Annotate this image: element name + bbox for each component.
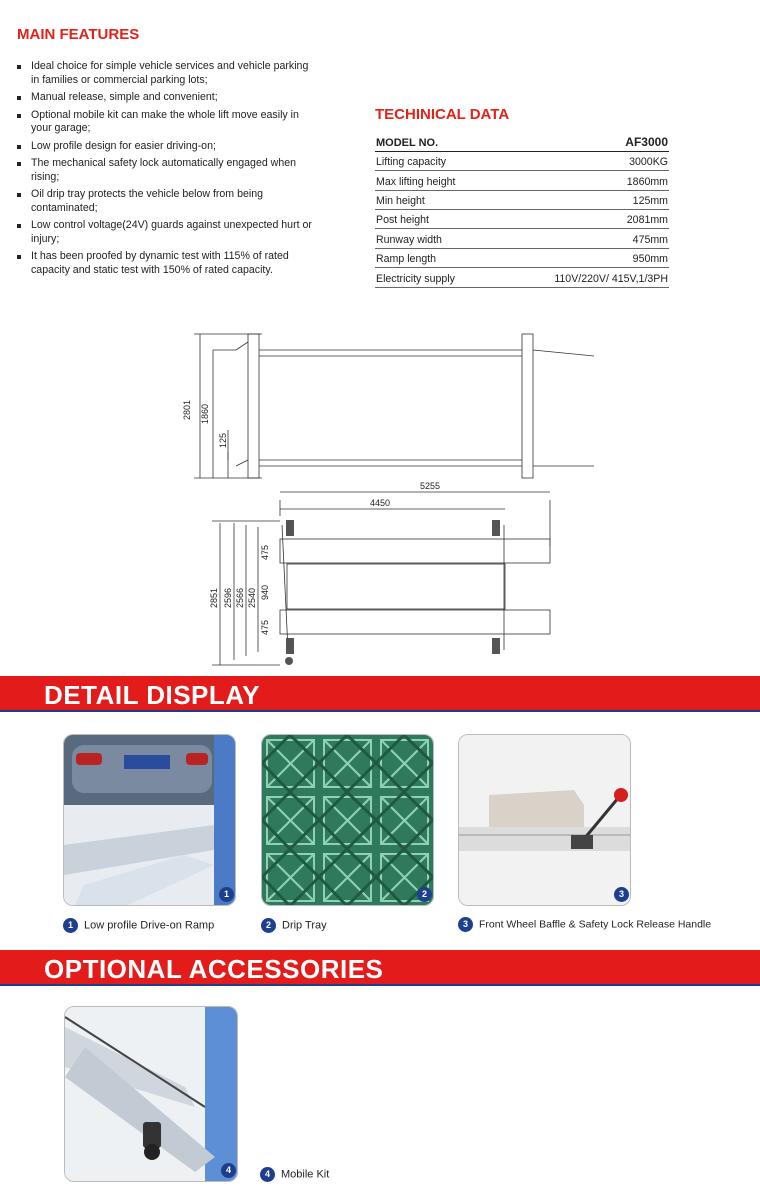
spec-value: 110V/220V/ 415V,1/3PH xyxy=(497,268,670,287)
spec-label: Min height xyxy=(375,190,497,209)
spec-value: 125mm xyxy=(497,190,670,209)
photo-wheel-baffle-handle xyxy=(458,734,631,906)
spec-label: Lifting capacity xyxy=(375,151,497,170)
feature-item: It has been proofed by dynamic test with 115% of rated capacity and static test with 150% of rated capacity. xyxy=(17,250,317,277)
model-value: AF3000 xyxy=(497,132,670,151)
dimension-label: 475 xyxy=(260,544,270,560)
feature-item: Oil drip tray protects the vehicle below from being contaminated; xyxy=(17,188,317,215)
spec-value: 1860mm xyxy=(497,171,670,190)
number-badge: 1 xyxy=(219,887,234,902)
number-badge: 2 xyxy=(261,918,276,933)
spec-label: Runway width xyxy=(375,229,497,248)
spec-label: Electricity supply xyxy=(375,268,497,287)
spec-value: 3000KG xyxy=(497,151,670,170)
side-view-dimensions xyxy=(182,400,228,448)
photo-drip-tray xyxy=(261,734,434,906)
dimension-label: 2801 xyxy=(182,399,192,420)
spec-value: 475mm xyxy=(497,229,670,248)
spec-label: Max lifting height xyxy=(375,171,497,190)
caption-mobile-kit xyxy=(260,1167,329,1182)
table-header-row xyxy=(375,132,669,151)
table-row xyxy=(375,190,669,209)
table-row xyxy=(375,210,669,229)
top-view-dimensions xyxy=(209,481,440,635)
dimension-label: 1860 xyxy=(200,403,210,424)
dimension-label: 2566 xyxy=(235,587,245,608)
dimension-label: 940 xyxy=(260,584,270,600)
feature-item: The mechanical safety lock automatically engaged when rising; xyxy=(17,157,317,184)
table-row xyxy=(375,229,669,248)
table-row xyxy=(375,268,669,287)
features-list xyxy=(17,60,317,281)
caption-text: Drip Tray xyxy=(282,919,327,932)
caption-text: Front Wheel Baffle & Safety Lock Release Handle xyxy=(479,918,712,931)
table-row xyxy=(375,151,669,170)
photo-mobile-kit xyxy=(64,1006,238,1182)
dimension-label: 2596 xyxy=(223,587,233,608)
caption-drive-on-ramp xyxy=(63,918,214,933)
baffle-handle-illustration xyxy=(459,735,631,906)
feature-item: Optional mobile kit can make the whole lift move easily in your garage; xyxy=(17,109,317,136)
number-badge: 4 xyxy=(260,1167,275,1182)
technical-drawing xyxy=(170,320,610,675)
table-row xyxy=(375,171,669,190)
caption-text: Mobile Kit xyxy=(281,1168,330,1181)
feature-item: Manual release, simple and convenient; xyxy=(17,91,317,105)
detail-display-title: DETAIL DISPLAY xyxy=(44,680,261,710)
dimension-label: 4450 xyxy=(370,498,391,508)
number-badge: 1 xyxy=(63,918,78,933)
drip-tray-illustration xyxy=(262,735,434,906)
detail-display-banner xyxy=(0,676,760,710)
feature-item: Ideal choice for simple vehicle services and vehicle parking in families or commercial parking lots; xyxy=(17,60,317,87)
number-badge: 2 xyxy=(417,887,432,902)
dimension-label: 2851 xyxy=(209,587,219,608)
ramp-illustration xyxy=(64,735,236,906)
dimension-label: 2540 xyxy=(247,587,257,608)
spec-label: Post height xyxy=(375,210,497,229)
feature-item: Low profile design for easier driving-on; xyxy=(17,140,317,154)
spec-value: 2081mm xyxy=(497,210,670,229)
banner-underline xyxy=(0,710,760,712)
number-badge: 4 xyxy=(221,1163,236,1178)
tech-data-title: TECHINICAL DATA xyxy=(375,106,510,123)
optional-accessories-banner xyxy=(0,950,760,984)
spec-label: Ramp length xyxy=(375,248,497,267)
dimension-label: 5255 xyxy=(420,481,441,491)
tech-data-table xyxy=(375,132,669,288)
dimension-label: 125 xyxy=(218,432,228,448)
features-title: MAIN FEATURES xyxy=(17,26,140,43)
number-badge: 3 xyxy=(458,917,473,932)
feature-item: Low control voltage(24V) guards against unexpected hurt or injury; xyxy=(17,219,317,246)
table-row xyxy=(375,248,669,267)
dimension-label: 475 xyxy=(260,619,270,635)
photo-drive-on-ramp xyxy=(63,734,236,906)
optional-accessories-title: OPTIONAL ACCESSORIES xyxy=(44,954,384,984)
number-badge: 3 xyxy=(614,887,629,902)
mobile-kit-illustration xyxy=(65,1007,238,1182)
spec-value: 950mm xyxy=(497,248,670,267)
caption-text: Low profile Drive-on Ramp xyxy=(84,919,215,932)
model-label: MODEL NO. xyxy=(375,132,497,151)
caption-wheel-baffle-handle xyxy=(458,917,711,932)
banner-underline xyxy=(0,984,760,986)
caption-drip-tray xyxy=(261,918,327,933)
